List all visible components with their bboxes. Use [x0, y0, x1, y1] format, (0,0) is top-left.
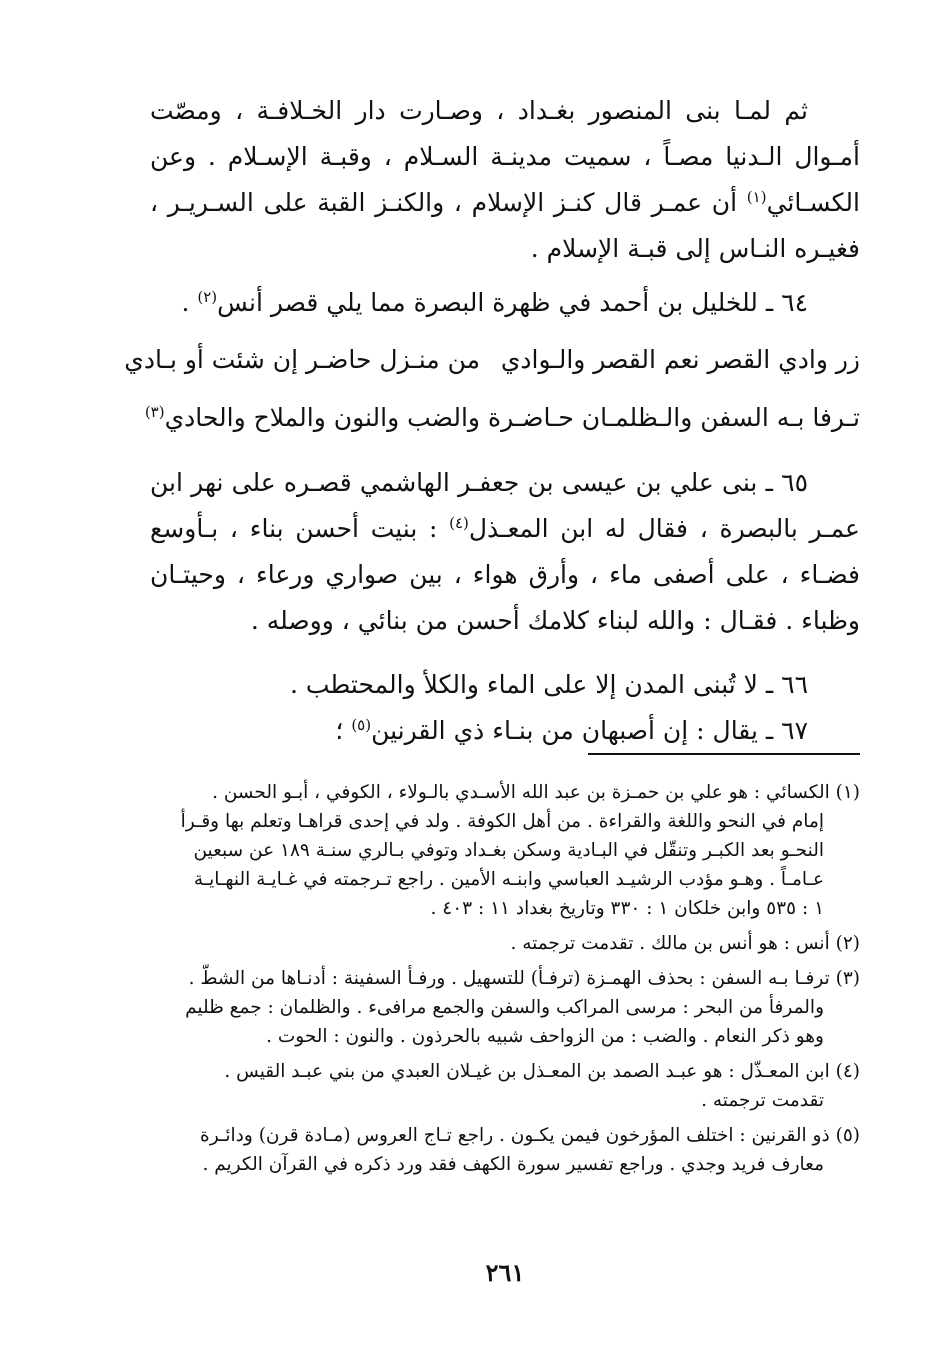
paragraph-intro-line-4: الإسلام .: [530, 234, 620, 263]
footnote-ref-3[interactable]: (٣): [144, 403, 165, 421]
item-65-line-4: لبناء كلامك أحسن من بنائي ، ووصله .: [250, 606, 639, 635]
footnote-2-line-1: [150, 929, 860, 958]
verse-line-2: [144, 394, 860, 442]
item-64: [150, 280, 860, 326]
footnote-4-line-2: تقدمت ترجمته .: [701, 1090, 824, 1111]
footnote-5-line-1: [150, 1121, 860, 1150]
footnote-separator: [588, 753, 860, 755]
footnote-5-text: ذو القرنين : اختلف المؤرخون فيمن يكـون . راجع تـاج العروس (مـادة قرن) ودائـرة: [200, 1125, 830, 1146]
footnote-3-line-3: وهو ذكر النعام . والضب : من الزواحف شبيه بالحرذون . والنون : الحوت .: [266, 1026, 824, 1047]
verse-1-second-hemistich: من منـزل حاضـر إن شئت أو بـادي: [124, 345, 480, 374]
footnote-1-line-4: عـامـاً . وهـو مؤدب الرشيـد العباسي وابنـه الأمين . راجع تـرجمته في غـايـة النهـايـة: [193, 869, 824, 890]
item-65: [150, 460, 860, 644]
paragraph-intro: [150, 88, 860, 272]
verse-2-first-hemistich: تـرفا بـه السفن والـظلمـان حـاضـرة: [488, 403, 860, 432]
paragraph-intro-line-2-tail: أن: [711, 188, 738, 217]
footnote-ref-4[interactable]: (٤): [449, 514, 469, 532]
item-67-tail: ؛: [335, 716, 352, 745]
footnote-3-line-1: [150, 964, 860, 993]
item-65-line-3: أصفى ماء ، وأرق هواء ، بين صواري ورعاء ، وحيتـان وظباء . فقـال : والله: [150, 560, 860, 635]
item-66: ٦٦ ـ لا تُبنى المدن إلا على الماء والكلأ والمحتطب .: [289, 670, 808, 699]
footnote-3-label: (٣): [835, 968, 860, 989]
footnote-3: [150, 964, 860, 1051]
footnote-ref-1[interactable]: (١): [746, 188, 767, 206]
item-67: [150, 708, 860, 754]
footnote-1-line-2: إمام في النحو واللغة والقراءة . من أهل الكوفة . ولد في إحدى قراهـا وتعلم بها وقـرأ: [180, 811, 824, 832]
footnote-3-line-2: والمرفأ من البحر : مرسى المراكب والسفن والجمع مرافىء . والظلمان : جمع ظليم: [185, 997, 824, 1018]
verse-2-second-hemistich-text: والضب والنون والملاح والحادي: [164, 403, 480, 432]
footnote-4-label: (٤): [835, 1061, 860, 1082]
footnote-5-line-2: معارف فريد وجدي . وراجع تفسير سورة الكهف فقد ورد ذكره في القرآن الكريم .: [202, 1154, 824, 1175]
footnote-2-text: أنس : هو أنس بن مالك . تقدمت ترجمته .: [510, 933, 830, 954]
footnote-ref-5[interactable]: (٥): [351, 716, 372, 734]
paragraph-intro-line-3: عمـر قال كنـز الإسلام ، والكنـز القبة على السـريـر ، فغيـره النـاس إلى قبـة: [150, 188, 860, 263]
item-64-text: ٦٤ ـ للخليل بن أحمد في ظهرة البصرة مما يلي قصر أنس: [217, 288, 808, 317]
footnote-2: [150, 929, 860, 958]
footnote-5-label: (٥): [835, 1125, 860, 1146]
footnote-1-line-3: النحـو بعد الكبـر وتنقّل في البـادية وسكن بغـداد وتوفي بـالري سنـة ١٨٩ عن سبعين: [193, 840, 824, 861]
footnote-1-line-1: [150, 778, 860, 807]
item-65-line-1: ٦٥ ـ بنى علي بن عيسى بن جعفـر الهاشمي قصـره على نهر ابن عمـر: [150, 468, 860, 543]
verse-line-1: [124, 336, 860, 384]
book-page: [124, 88, 861, 1293]
main-text: [124, 88, 861, 754]
footnote-1-text: الكسائي : هو علي بن حمـزة بن عبد الله الأسـدي بالـولاء ، الكوفي ، أبـو الحسن .: [212, 782, 830, 803]
item-65-line-2b: : بنيت أحسن بناء ، بـأوسع فضـاء ، على: [150, 514, 861, 589]
footnote-4: [150, 1057, 860, 1115]
footnote-4-line-1: [150, 1057, 860, 1086]
verse-2-second-hemistich: [144, 394, 480, 442]
footnote-3-text: ترفـا بـه السفن : بحذف الهمـزة (ترفـأ) للتسهيل . ورفـأ السفينة : أدنـاها من الشطّ .: [188, 968, 830, 989]
page-number: ٢٦١: [485, 1258, 525, 1287]
item-65-line-2a: بالبصرة ، فقال له ابن المعـذل: [468, 514, 798, 543]
footnote-ref-2[interactable]: (٢): [197, 288, 218, 306]
footnote-2-label: (٢): [835, 933, 860, 954]
footnotes-section: [150, 778, 860, 1185]
paragraph-intro-line-2: الـدنيا مصـاً ، سميت مدينـة السـلام ، وقبـة الإسـلام . وعن الكسـائي: [150, 142, 860, 217]
footnote-1-line-5: ١ : ٥٣٥ وابن خلكان ١ : ٣٣٠ وتاريخ بغداد ١١ : ٤٠٣ .: [430, 898, 824, 919]
footnote-1-label: (١): [835, 782, 860, 803]
footnote-4-text: ابن المعـذّل : هو عبـد الصمد بن المعـذل بن غيـلان العبدي من بني عبـد القيس .: [224, 1061, 830, 1082]
item-64-tail: .: [181, 288, 198, 317]
footnote-5: [150, 1121, 860, 1179]
footnote-1: [150, 778, 860, 923]
paragraph-intro-line-1: ثم لمـا بنى المنصور بغـداد ، وصـارت دار الخـلافـة ، ومصّت أمـوال: [150, 96, 860, 171]
item-67-text: ٦٧ ـ يقال : إن أصبهان من بنـاء ذي القرنين: [371, 716, 808, 745]
verse-1-first-hemistich: زر وادي القصر نعم القصر والـوادي: [500, 345, 860, 374]
